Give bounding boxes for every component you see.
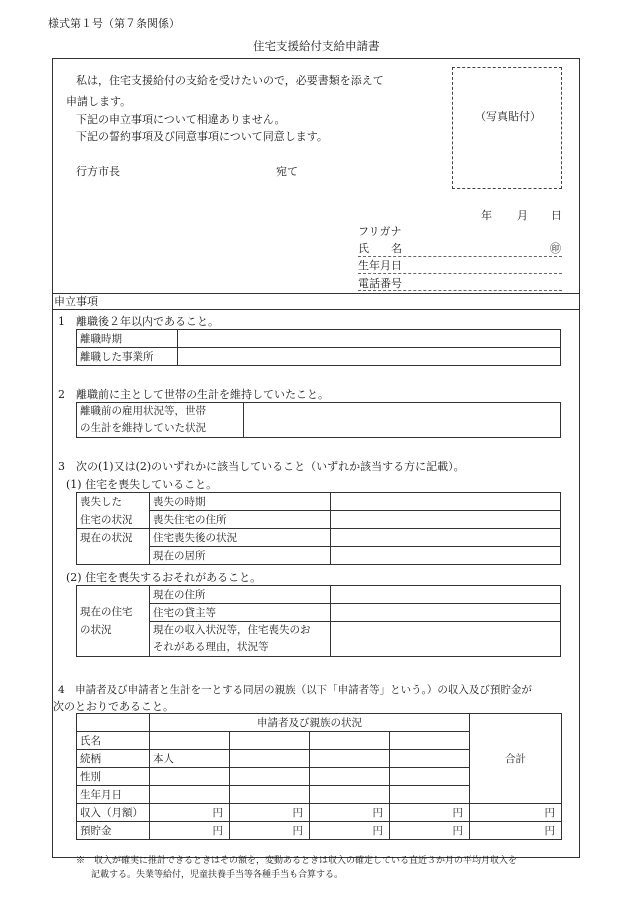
section-divider-top (52, 293, 579, 294)
s4-cell[interactable] (390, 786, 470, 804)
note-line-2: 記載する。失業等給付，児童扶養手当等各種手当も合算する。 (91, 870, 344, 880)
phone-field-line[interactable] (358, 290, 562, 291)
s4-row-label: 預貯金 (77, 822, 150, 840)
s4-row-label: 続柄 (77, 750, 150, 768)
s3-t1-value-cell[interactable] (331, 511, 561, 529)
s3-t1-label: 現在の居所 (150, 547, 331, 565)
s4-cell[interactable] (390, 750, 470, 768)
s4-row-label: 性別 (77, 768, 150, 786)
s4-group-header: 申請者及び親族の状況 (150, 714, 470, 732)
s4-yen-cell[interactable]: 円 (150, 822, 230, 840)
s3-t2-last-line-1: 現在の収入状況等，住宅喪失のお (153, 624, 311, 636)
s1-label: 離職時期 (77, 330, 178, 348)
intro-line-3: 下記の申立事項について相違ありません。 (76, 113, 286, 126)
s4-cell[interactable] (310, 732, 390, 750)
s4-yen-cell[interactable]: 円 (230, 804, 310, 822)
s4-cell[interactable] (310, 786, 390, 804)
s4-cell[interactable] (150, 786, 230, 804)
table-row (77, 511, 561, 529)
s3-t1-label: 住宅喪失後の状況 (150, 529, 331, 547)
s3-t1-category: 現在の状況 (77, 529, 150, 547)
addressee-honorific: 宛て (276, 165, 298, 178)
s3-t1-category: 喪失した (77, 493, 150, 511)
photo-placeholder-box (452, 67, 562, 189)
photo-placeholder-label: （写真貼付） (475, 110, 541, 123)
s3-t2-label: 現在の住所 (150, 586, 331, 604)
form-number: 様式第１号（第７条関係） (48, 17, 180, 30)
s4-table (76, 713, 562, 840)
table-row (77, 804, 562, 822)
s1-value-cell[interactable] (178, 330, 561, 348)
birthdate-field-line[interactable] (358, 273, 562, 274)
s2-label (77, 403, 244, 438)
s4-cell[interactable] (230, 768, 310, 786)
s4-row-label: 氏名 (77, 732, 150, 750)
phone-label: 電話番号 (358, 277, 402, 290)
table-row (77, 330, 561, 348)
table-row (77, 348, 561, 366)
s3-t1-value-cell[interactable] (331, 547, 561, 565)
s4-heading-line-2: 次のとおりであること。 (53, 700, 174, 713)
s2-label-line-2: の生計を維持していた状況 (80, 422, 206, 434)
intro-line-4: 下記の誓約事項及び同意事項について同意します。 (76, 130, 328, 143)
intro-line-2: 申請します。 (66, 95, 132, 108)
seal-mark: ㊞ (550, 242, 561, 255)
table-row (77, 604, 561, 622)
s3-t2-value-cell[interactable] (331, 604, 561, 622)
s4-yen-cell[interactable]: 円 (150, 804, 230, 822)
s3-t1-category (77, 547, 150, 565)
name-field-line[interactable] (358, 256, 562, 257)
s1-value-cell[interactable] (178, 348, 561, 366)
s3-t2-category (77, 586, 150, 657)
table-row (77, 622, 561, 657)
s3-t2-value-cell[interactable] (331, 622, 561, 657)
s4-cell[interactable] (230, 732, 310, 750)
table-row (77, 547, 561, 565)
furigana-label: フリガナ (358, 225, 402, 238)
s4-yen-cell[interactable]: 円 (390, 822, 470, 840)
s4-cell[interactable] (390, 768, 470, 786)
s4-cell[interactable] (310, 768, 390, 786)
s4-cell[interactable] (150, 732, 230, 750)
date-month: 月 (517, 209, 528, 222)
s3-t2-label: 住宅の貸主等 (150, 604, 331, 622)
name-label: 氏 名 (358, 242, 402, 255)
s2-heading: 2 離職前に主として世帯の生計を維持していたこと。 (58, 388, 329, 401)
s3-sub2: (2) 住宅を喪失するおそれがあること。 (66, 571, 262, 584)
s1-label: 離職した事業所 (77, 348, 178, 366)
s4-cell[interactable] (230, 750, 310, 768)
date-day: 日 (551, 209, 562, 222)
s3-t2-category-line-1: 現在の住宅 (80, 606, 133, 618)
table-row (77, 403, 561, 438)
s1-heading: 1 離職後２年以内であること。 (58, 315, 219, 328)
s4-row-label: 収入（月額） (77, 804, 150, 822)
s2-table (76, 402, 561, 438)
s4-heading-line-1: 4 申請者及び申請者と生計を一とする同居の親族（以下「申請者等」という。）の収入及び預貯金が (58, 684, 532, 696)
s4-yen-cell[interactable]: 円 (310, 804, 390, 822)
s3-sub1: (1) 住宅を喪失していること。 (66, 478, 218, 491)
intro-line-1: 私は，住宅支援給付の支給を受けたいので，必要書類を添えて (76, 74, 384, 87)
section-divider-bottom (52, 309, 579, 310)
s4-cell[interactable] (230, 786, 310, 804)
s3-t1-label: 喪失住宅の住所 (150, 511, 331, 529)
s4-total-header: 合計 (470, 714, 562, 804)
s4-yen-cell[interactable]: 円 (310, 822, 390, 840)
s4-cell[interactable] (390, 732, 470, 750)
s3-t2-value-cell[interactable] (331, 586, 561, 604)
date-year: 年 (481, 209, 492, 222)
s4-yen-total-cell[interactable]: 円 (470, 804, 562, 822)
s3-table-1 (76, 492, 561, 565)
document-title: 住宅支援給付支給申請書 (253, 39, 380, 53)
table-row (77, 529, 561, 547)
s1-table (76, 329, 561, 366)
addressee: 行方市長 (76, 165, 120, 178)
table-row (77, 493, 561, 511)
s3-t1-value-cell[interactable] (331, 493, 561, 511)
s3-t1-value-cell[interactable] (331, 529, 561, 547)
s4-cell[interactable] (310, 750, 390, 768)
s4-yen-cell[interactable]: 円 (390, 804, 470, 822)
s2-label-line-1: 離職前の雇用状況等，世帯 (80, 405, 206, 417)
s3-t2-label (150, 622, 331, 657)
s3-heading: 3 次の(1)又は(2)のいずれかに該当していること（いずれか該当する方に記載）。 (58, 460, 465, 473)
s3-t2-category-line-2: の状況 (80, 624, 112, 636)
s4-self-cell: 本人 (150, 750, 230, 768)
note-line-1: ※ 収入が確実に推計できるときはその額を，変動あるときは収入の確定している直近３か月の平均月収入を (76, 856, 518, 866)
birthdate-label: 生年月日 (358, 259, 402, 272)
s3-t1-category: 住宅の状況 (77, 511, 150, 529)
s4-row-label: 生年月日 (77, 786, 150, 804)
section-title: 申立事項 (54, 295, 98, 308)
s3-t2-last-line-2: それがある理由，状況等 (153, 641, 269, 653)
table-row (77, 822, 562, 840)
s3-table-2 (76, 585, 561, 657)
table-row (77, 586, 561, 604)
s3-t1-label: 喪失の時期 (150, 493, 331, 511)
s4-corner-cell (77, 714, 150, 732)
table-row (77, 714, 562, 732)
s4-yen-cell[interactable]: 円 (230, 822, 310, 840)
s2-value-cell[interactable] (244, 403, 561, 438)
s4-cell[interactable] (150, 768, 230, 786)
s4-yen-total-cell[interactable]: 円 (470, 822, 562, 840)
